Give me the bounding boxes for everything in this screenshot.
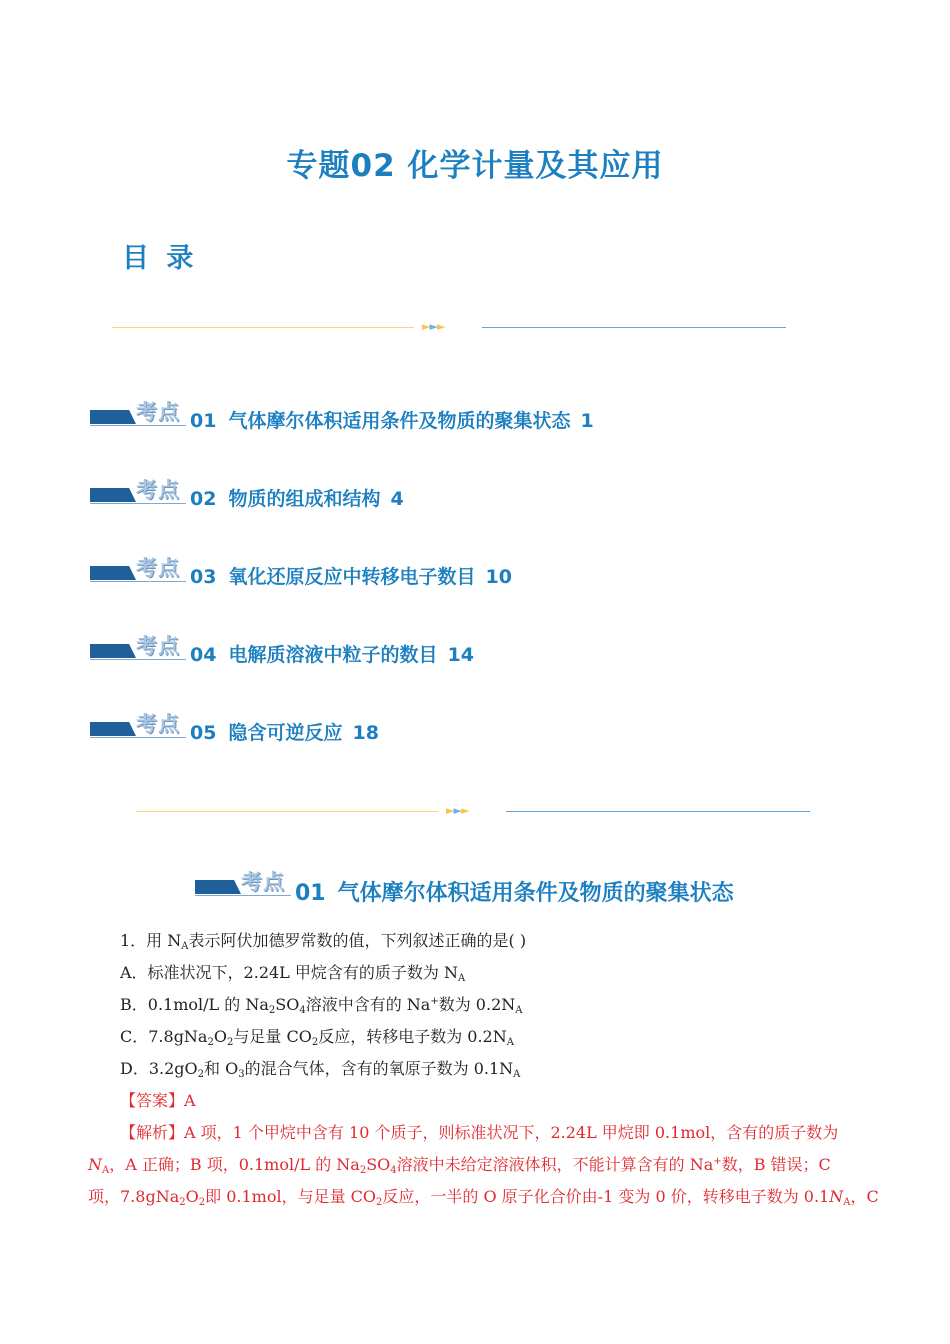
kaodian-badge: 考点 xyxy=(90,708,190,740)
toc-item[interactable]: 03 氧化还原反应中转移电子数目 10 xyxy=(190,566,512,588)
kaodian-badge: 考点 xyxy=(90,552,190,584)
kaodian-badge: 考点 xyxy=(195,866,295,898)
option-c: C．$7.8gNa_2O_2$与足量 $CO_2$反应，转移电子数为 $0.2N_A$ xyxy=(120,1027,514,1048)
question-stem: 1．用 $N_A$表示阿伏加德罗常数的值，下列叙述正确的是( ) xyxy=(120,931,527,952)
analysis-line-1: 【解析】A 项，1 个甲烷中含有 10 个质子，则标准状况下，2.24L 甲烷即 0.1mol，含有的质子数为 xyxy=(120,1123,839,1142)
kaodian-badge: 考点 xyxy=(90,396,190,428)
page-title: 专题02 化学计量及其应用 xyxy=(286,148,664,184)
toc-item[interactable]: 05 隐含可逆反应 18 xyxy=(190,722,379,744)
section-title: 01 气体摩尔体积适用条件及物质的聚集状态 xyxy=(295,881,734,906)
toc-item[interactable]: 01 气体摩尔体积适用条件及物质的聚集状态 1 xyxy=(190,410,594,432)
toc-item[interactable]: 04 电解质溶液中粒子的数目 14 xyxy=(190,644,474,666)
divider-bottom: ►►► xyxy=(136,806,810,818)
toc-item[interactable]: 02 物质的组成和结构 4 xyxy=(190,488,404,510)
kaodian-badge: 考点 xyxy=(90,474,190,506)
option-b: B．0.1mol/L 的 $Na_2SO_4$溶液中含有的 Na+数为 $0.2N_A$ xyxy=(120,995,523,1016)
divider-top: ►►► xyxy=(112,322,786,334)
option-d: D．$3.2gO_2$和 $O_3$的混合气体，含有的氧原子数为 $0.1N_A$ xyxy=(120,1059,521,1080)
analysis-line-2: $N_A$，A 正确；B 项，0.1mol/L 的 $Na_2SO_4$溶液中未给定溶液体积，不能计算含有的 Na+数，B 错误；C xyxy=(88,1155,831,1176)
toc-heading: 目 录 xyxy=(122,243,198,274)
analysis-line-3: 项，$7.8gNa_2O_2$即 0.1mol，与足量 $CO_2$反应，一半的 O 原子化合价由-1 变为 0 价，转移电子数为 $0.1N_A$，C xyxy=(88,1187,879,1208)
kaodian-badge: 考点 xyxy=(90,630,190,662)
option-a: A．标准状况下，2.24L 甲烷含有的质子数为 $N_A$ xyxy=(120,963,466,984)
answer: 【答案】A xyxy=(120,1091,196,1110)
